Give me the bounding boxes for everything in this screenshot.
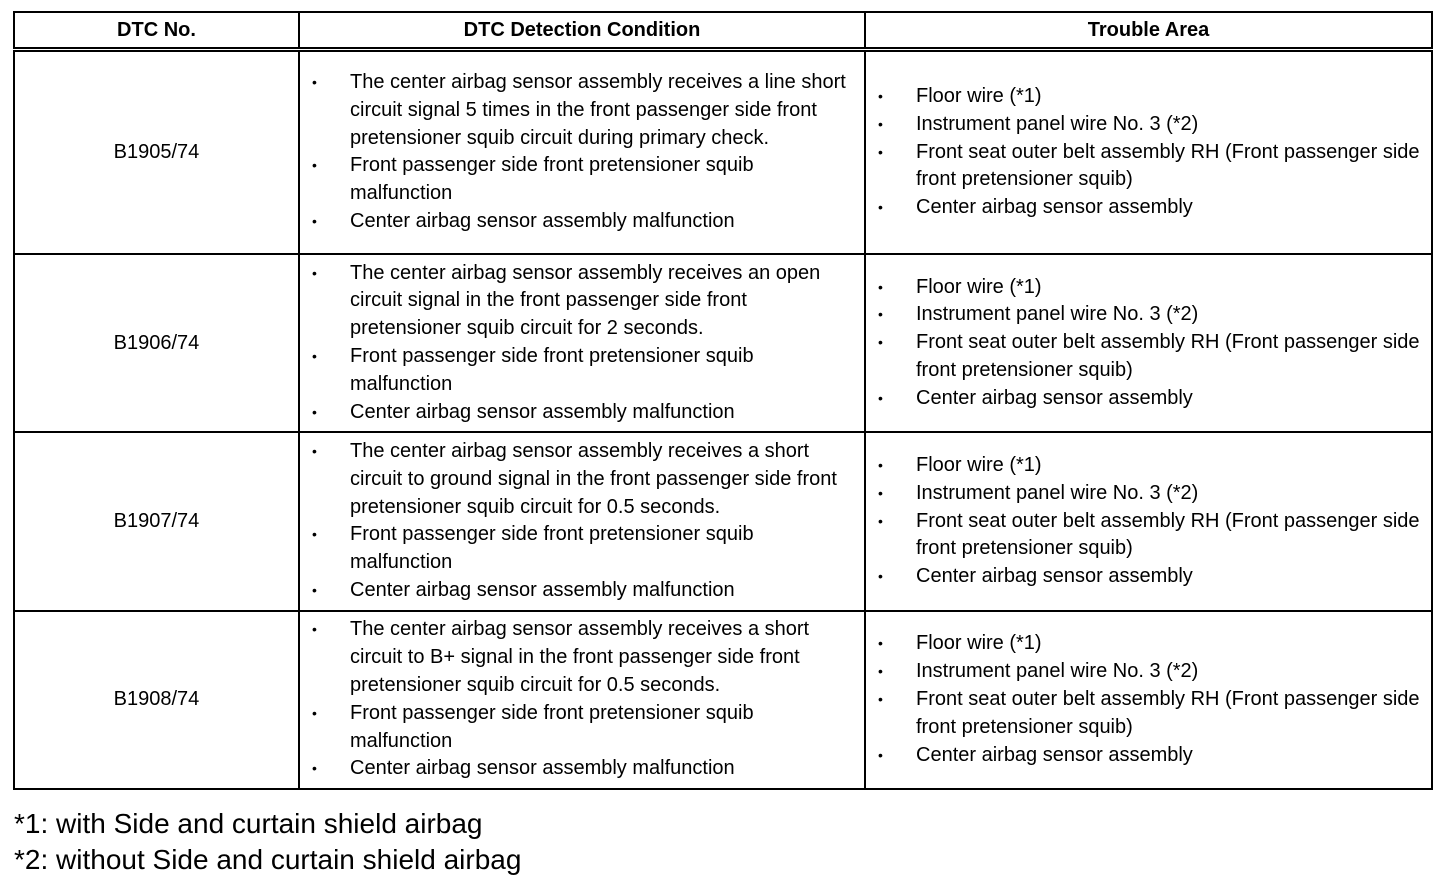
bullet-icon: • [312,443,317,460]
condition-list [300,69,864,236]
list-item [866,329,1431,385]
bullet-icon: • [878,199,883,216]
trouble-area-text: Instrument panel wire No. 3 (*2) [916,112,1199,135]
condition-text: Front passenger side front pretensioner squib malfunction [350,701,754,752]
bullet-icon: • [312,157,317,174]
bullet-icon: • [878,334,883,351]
trouble-area-text: Center airbag sensor assembly [916,196,1193,219]
condition-text: Center airbag sensor assembly malfunction [350,400,735,423]
condition-text: Front passenger side front pretensioner squib malfunction [350,523,754,574]
bullet-icon: • [878,143,883,160]
list-item [866,480,1431,508]
list-item [866,301,1431,329]
trouble-area-text: Floor wire (*1) [916,632,1042,655]
trouble-area-list [866,83,1431,222]
list-item [866,194,1431,222]
condition-text: The center airbag sensor assembly receives a short circuit to B+ signal in the front passenger side front pretensioner squib circuit for 0.5 seconds. [350,618,810,697]
footnote-2: *2: without Side and curtain shield airbag [14,844,522,875]
dtc-code: B1905/74 [14,50,299,254]
trouble-area-text: Front seat outer belt assembly RH (Front passenger side front pretensioner squib) [916,509,1420,560]
list-item [300,399,864,427]
trouble-area-text: Instrument panel wire No. 3 (*2) [916,660,1199,683]
bullet-icon: • [878,568,883,585]
bullet-icon: • [878,663,883,680]
list-item [300,577,864,605]
trouble-area-list [866,452,1431,591]
condition-text: Front passenger side front pretensioner squib malfunction [350,345,754,395]
list-item [866,139,1431,195]
trouble-area-text: Center airbag sensor assembly [916,743,1193,766]
condition-list [300,260,864,427]
bullet-icon: • [878,306,883,323]
condition-text: Center airbag sensor assembly malfunction [350,210,735,233]
bullet-icon: • [878,278,883,295]
list-item [300,343,864,399]
detection-condition-cell [299,254,865,432]
list-item [300,616,864,699]
bullet-icon: • [878,87,883,104]
list-item [866,686,1431,742]
bullet-icon: • [312,213,317,230]
list-item [866,111,1431,139]
footnote-1: *1: with Side and curtain shield airbag [14,808,483,839]
table-row [14,432,1432,610]
list-item [300,69,864,152]
list-item [300,438,864,521]
list-item [866,508,1431,564]
trouble-area-text: Instrument panel wire No. 3 (*2) [916,303,1199,326]
dtc-code: B1906/74 [14,254,299,432]
list-item [866,385,1431,413]
bullet-icon: • [878,746,883,763]
trouble-area-cell [865,611,1432,789]
trouble-area-text: Center airbag sensor assembly [916,565,1193,588]
trouble-area-list [866,630,1431,769]
table-row [14,254,1432,432]
list-item [866,658,1431,686]
trouble-area-list [866,274,1431,413]
dtc-table [13,11,1433,790]
list-item [300,208,864,236]
bullet-icon: • [312,704,317,721]
condition-text: Front passenger side front pretensioner squib malfunction [350,154,754,205]
list-item [300,260,864,343]
table-header-row [14,12,1432,50]
trouble-area-text: Floor wire (*1) [916,453,1042,476]
trouble-area-cell [865,432,1432,610]
condition-text: The center airbag sensor assembly receives a short circuit to ground signal in the front passenger side front pretensioner squib circuit for 0.5 seconds. [350,440,837,518]
trouble-area-text: Front seat outer belt assembly RH (Front passenger side front pretensioner squib) [916,331,1420,381]
trouble-area-text: Front seat outer belt assembly RH (Front passenger side front pretensioner squib) [916,687,1420,738]
list-item [866,630,1431,658]
dtc-code: B1907/74 [14,432,299,610]
bullet-icon: • [878,512,883,529]
bullet-icon: • [312,582,317,599]
footnotes [14,806,521,878]
trouble-area-text: Instrument panel wire No. 3 (*2) [916,481,1199,504]
trouble-area-cell [865,254,1432,432]
list-item [866,563,1431,591]
list-item [300,521,864,577]
list-item [866,452,1431,480]
condition-list [300,438,864,605]
table-row [14,50,1432,254]
bullet-icon: • [312,403,317,420]
bullet-icon: • [312,74,317,91]
detection-condition-cell [299,50,865,254]
bullet-icon: • [878,484,883,501]
dtc-code: B1908/74 [14,611,299,789]
detection-condition-cell [299,432,865,610]
header-detection-condition: DTC Detection Condition [299,12,865,50]
condition-list [300,616,864,783]
condition-text: Center airbag sensor assembly malfunction [350,757,735,780]
list-item [866,742,1431,770]
trouble-area-text: Floor wire (*1) [916,84,1042,107]
table-row [14,611,1432,789]
bullet-icon: • [312,760,317,777]
bullet-icon: • [312,526,317,543]
bullet-icon: • [878,115,883,132]
trouble-area-text: Center airbag sensor assembly [916,386,1193,409]
condition-text: The center airbag sensor assembly receives an open circuit signal in the front passenger side front pretensioner squib circuit for 2 seconds. [350,261,821,340]
trouble-area-text: Front seat outer belt assembly RH (Front passenger side front pretensioner squib) [916,140,1420,191]
trouble-area-cell [865,50,1432,254]
list-item [866,83,1431,111]
list-item [300,152,864,208]
bullet-icon: • [312,264,317,281]
bullet-icon: • [312,348,317,365]
bullet-icon: • [878,635,883,652]
bullet-icon: • [878,389,883,406]
header-trouble-area: Trouble Area [865,12,1432,50]
header-dtc-no: DTC No. [14,12,299,50]
condition-text: The center airbag sensor assembly receives a line short circuit signal 5 times in the front passenger side front pretensioner squib circuit during primary check. [350,71,846,149]
detection-condition-cell [299,611,865,789]
list-item [866,274,1431,302]
trouble-area-text: Floor wire (*1) [916,275,1042,298]
bullet-icon: • [878,456,883,473]
bullet-icon: • [878,690,883,707]
list-item [300,700,864,756]
list-item [300,755,864,783]
bullet-icon: • [312,621,317,638]
condition-text: Center airbag sensor assembly malfunction [350,579,735,602]
